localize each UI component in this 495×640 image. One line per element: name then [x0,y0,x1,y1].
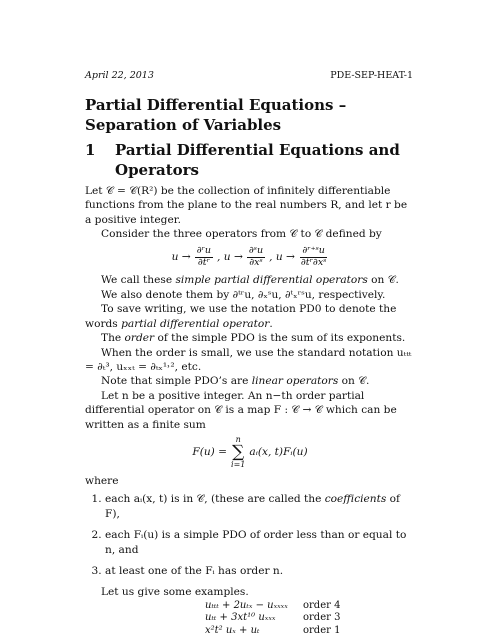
example-row [205,600,346,613]
condition-item: 1. each aᵢ(x, t) is in 𝒞, (these are called the coefficients of F), [105,492,415,521]
op-numerator-1: ∂ʳu [196,244,212,256]
paragraph-standard-notation: When the order is small, we use the standard notation uₜₜₜ = ∂ₜ³, uₓₓₜ = ∂ₜₓ¹˒², etc. [85,346,412,373]
sigma-glyph: ∑ [232,441,245,462]
example-expression: uₜₜₜ + 2uₜₓ − uₓₓₓₓ [205,599,288,611]
paragraph-simple-pdo: We call these simple partial differential operators on 𝒞. [101,274,399,287]
op-numerator-2: ∂ˢu [248,244,264,256]
examples-table [205,600,346,638]
paragraph-operators: Consider the three operators from 𝒞 to 𝒞 defined by [101,228,382,241]
paragraph-examples-intro: Let us give some examples. [101,586,249,599]
conditions-list [85,492,415,578]
condition-item: 2. each Fᵢ(u) is a simple PDO of order less than or equal to n, and [105,528,415,557]
op-numerator-3: ∂ʳ⁺ˢu [302,244,325,256]
header-code: PDE-SEP-HEAT-1 [330,70,413,81]
paragraph-linear: Note that simple PDO’s are linear operators on 𝒞. [101,375,370,388]
op-fraction-2 [247,246,265,269]
paragraph-pdo-abbrev: To save writing, we use the notation PD0 to denote the words partial differential operator. [85,303,397,330]
section-heading [85,141,415,180]
example-order: order 3 [303,612,341,624]
running-header [85,70,413,83]
op-denominator-3: ∂tʳ∂xˢ [300,256,327,268]
example-row [205,612,346,625]
op-fraction-3 [299,246,329,269]
paragraph-notation: We also denote them by ∂ᵗʳu, ∂ₓˢu, ∂ᵗₓʳˢu, respectively. [101,288,386,301]
finite-sum-formula [85,436,415,469]
operators-display [85,246,415,269]
op-separator-1: , u → [217,250,243,263]
paragraph-order: The order of the simple PDO is the sum of its exponents. [101,332,406,345]
where-label: where [85,474,119,487]
example-expression: x²t² uₓ + uₜ [205,624,260,636]
example-row [205,625,346,638]
formula-lhs: F(u) = [192,446,228,459]
condition-item: 3. at least one of the Fᵢ has order n. [105,564,415,578]
sum-lower-limit: i=1 [231,459,246,469]
summation-symbol [231,436,245,469]
formula-rhs: aᵢ(x, t)Fᵢ(u) [249,446,308,459]
op-denominator-2: ∂xˢ [249,256,263,268]
example-expression: uₜₜ + 3xt¹⁰ uₓₓₓ [205,612,276,624]
paragraph-intro: Let 𝒞 = 𝒞(R²) be the collection of infinitely differentiable functions from the plane to the real numbers R, and let r be a positive integer. [85,185,408,226]
document-title: Partial Differential Equations – Separation of Variables [85,96,347,134]
sum-upper-limit: n [235,434,241,444]
section-number: 1 [85,141,96,159]
op-separator-2: , u → [269,250,295,263]
example-order: order 4 [303,599,341,611]
section-body [85,184,415,637]
op-fraction-1 [195,246,213,269]
op-arrow-1: u → [171,250,191,263]
section-title: Partial Differential Equations and Operators [115,141,400,179]
header-date: April 22, 2013 [85,70,154,81]
op-denominator-1: ∂tʳ [197,256,210,268]
example-order: order 1 [303,624,341,636]
paragraph-nth-order: Let n be a positive integer. An n−th order partial differential operator on 𝒞 is a map F : 𝒞 → 𝒞 which can be written as a finite sum [85,389,397,431]
